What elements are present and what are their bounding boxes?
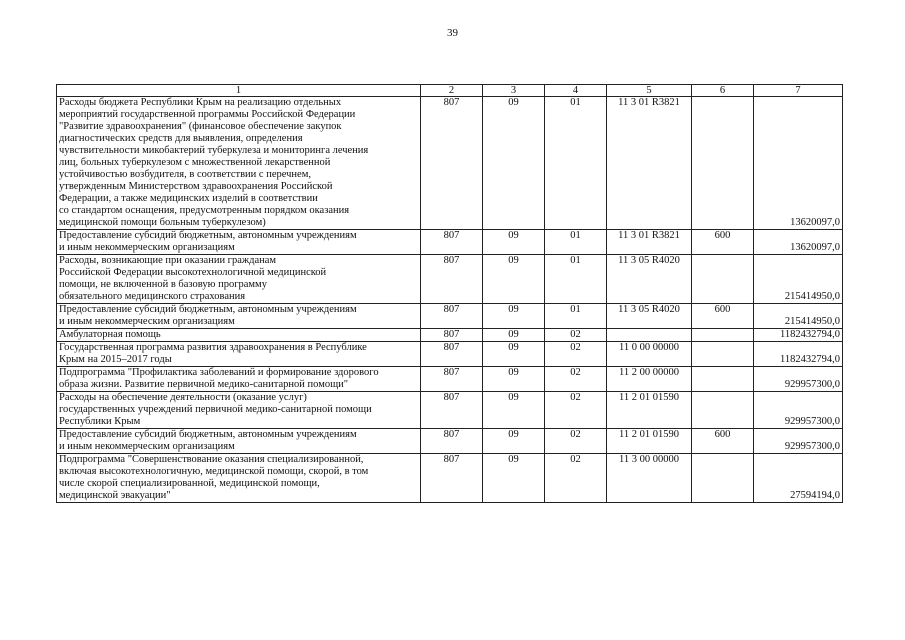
- ministry-code-cell: 807: [421, 429, 483, 454]
- header-cell-7: 7: [754, 85, 843, 97]
- expense-type-cell: [692, 97, 754, 230]
- target-article-cell: 11 3 00 00000: [607, 454, 692, 503]
- amount-cell: 27594194,0: [754, 454, 843, 503]
- amount-cell: 1182432794,0: [754, 329, 843, 342]
- ministry-code-cell: 807: [421, 454, 483, 503]
- subsection-cell: 01: [545, 97, 607, 230]
- row-name-cell: Амбулаторная помощь: [57, 329, 421, 342]
- target-article-cell: 11 3 01 R3821: [607, 97, 692, 230]
- amount-cell: 929957300,0: [754, 367, 843, 392]
- row-name-cell: Расходы бюджета Республики Крым на реализацию отдельных мероприятий государственной программы Российской Федерации "Развитие здравоохранения" (финансовое обеспечение закупок диагностических средств для выявления, определения чувствительности микобактерий туберкулеза и мониторинга лечения лиц, больных туберкулезом с множественной лекарственной устойчивостью возбудителя, в соответствии с перечнем, утвержденным Министерством здравоохранения Российской Федерации, а также медицинских изделий в соответствии со стандартом оснащения, предусмотренным порядком оказания медицинской помощи больным туберкулезом): [57, 97, 421, 230]
- section-cell: 09: [483, 255, 545, 304]
- section-cell: 09: [483, 342, 545, 367]
- row-name-cell: Расходы, возникающие при оказании гражданам Российской Федерации высокотехнологичной медицинской помощи, не включенной в базовую программу обязательного медицинского страхования: [57, 255, 421, 304]
- section-cell: 09: [483, 392, 545, 429]
- subsection-cell: 02: [545, 367, 607, 392]
- section-cell: 09: [483, 304, 545, 329]
- amount-cell: 929957300,0: [754, 429, 843, 454]
- section-cell: 09: [483, 230, 545, 255]
- ministry-code-cell: 807: [421, 97, 483, 230]
- row-name-cell: Предоставление субсидий бюджетным, автономным учреждениям и иным некоммерческим организациям: [57, 304, 421, 329]
- header-cell-3: 3: [483, 85, 545, 97]
- expense-type-cell: [692, 367, 754, 392]
- target-article-cell: 11 2 00 00000: [607, 367, 692, 392]
- ministry-code-cell: 807: [421, 367, 483, 392]
- subsection-cell: 02: [545, 454, 607, 503]
- subsection-cell: 02: [545, 429, 607, 454]
- expense-type-cell: [692, 255, 754, 304]
- ministry-code-cell: 807: [421, 255, 483, 304]
- page-number: 39: [447, 27, 458, 39]
- amount-cell: 13620097,0: [754, 97, 843, 230]
- subsection-cell: 02: [545, 342, 607, 367]
- amount-cell: 1182432794,0: [754, 342, 843, 367]
- subsection-cell: 02: [545, 392, 607, 429]
- target-article-cell: 11 3 05 R4020: [607, 255, 692, 304]
- target-article-cell: 11 3 05 R4020: [607, 304, 692, 329]
- header-cell-2: 2: [421, 85, 483, 97]
- header-cell-4: 4: [545, 85, 607, 97]
- header-cell-6: 6: [692, 85, 754, 97]
- ministry-code-cell: 807: [421, 230, 483, 255]
- target-article-cell: 11 0 00 00000: [607, 342, 692, 367]
- expense-type-cell: 600: [692, 304, 754, 329]
- section-cell: 09: [483, 97, 545, 230]
- table-row: [57, 454, 843, 503]
- ministry-code-cell: 807: [421, 392, 483, 429]
- expense-type-cell: 600: [692, 230, 754, 255]
- subsection-cell: 01: [545, 304, 607, 329]
- section-cell: 09: [483, 329, 545, 342]
- subsection-cell: 01: [545, 255, 607, 304]
- target-article-cell: 11 2 01 01590: [607, 392, 692, 429]
- expense-type-cell: [692, 454, 754, 503]
- row-name-cell: Предоставление субсидий бюджетным, автономным учреждениям и иным некоммерческим организациям: [57, 230, 421, 255]
- amount-cell: 929957300,0: [754, 392, 843, 429]
- target-article-cell: 11 3 01 R3821: [607, 230, 692, 255]
- table-row: [57, 329, 843, 342]
- table-row: [57, 304, 843, 329]
- target-article-cell: [607, 329, 692, 342]
- ministry-code-cell: 807: [421, 342, 483, 367]
- row-name-cell: Расходы на обеспечение деятельности (оказание услуг) государственных учреждений первичной медико-санитарной помощи Республики Крым: [57, 392, 421, 429]
- table-row: [57, 392, 843, 429]
- expense-type-cell: [692, 392, 754, 429]
- amount-cell: 13620097,0: [754, 230, 843, 255]
- row-name-cell: Подпрограмма "Профилактика заболеваний и формирование здорового образа жизни. Развитие первичной медико-санитарной помощи": [57, 367, 421, 392]
- table-row: [57, 367, 843, 392]
- section-cell: 09: [483, 454, 545, 503]
- section-cell: 09: [483, 429, 545, 454]
- table-row: [57, 230, 843, 255]
- amount-cell: 215414950,0: [754, 304, 843, 329]
- expense-type-cell: [692, 342, 754, 367]
- subsection-cell: 01: [545, 230, 607, 255]
- target-article-cell: 11 2 01 01590: [607, 429, 692, 454]
- ministry-code-cell: 807: [421, 304, 483, 329]
- table-row: [57, 97, 843, 230]
- header-row: [57, 85, 843, 97]
- header-cell-5: 5: [607, 85, 692, 97]
- budget-table: [56, 84, 843, 503]
- expense-type-cell: 600: [692, 429, 754, 454]
- row-name-cell: Подпрограмма "Совершенствование оказания специализированной, включая высокотехнологичную, медицинской помощи, скорой, в том числе скорой специализированной, медицинской помощи, медицинской эвакуации": [57, 454, 421, 503]
- section-cell: 09: [483, 367, 545, 392]
- header-cell-1: 1: [57, 85, 421, 97]
- subsection-cell: 02: [545, 329, 607, 342]
- table-row: [57, 255, 843, 304]
- row-name-cell: Государственная программа развития здравоохранения в Республике Крым на 2015–2017 годы: [57, 342, 421, 367]
- ministry-code-cell: 807: [421, 329, 483, 342]
- table-row: [57, 342, 843, 367]
- amount-cell: 215414950,0: [754, 255, 843, 304]
- expense-type-cell: [692, 329, 754, 342]
- table-row: [57, 429, 843, 454]
- row-name-cell: Предоставление субсидий бюджетным, автономным учреждениям и иным некоммерческим организациям: [57, 429, 421, 454]
